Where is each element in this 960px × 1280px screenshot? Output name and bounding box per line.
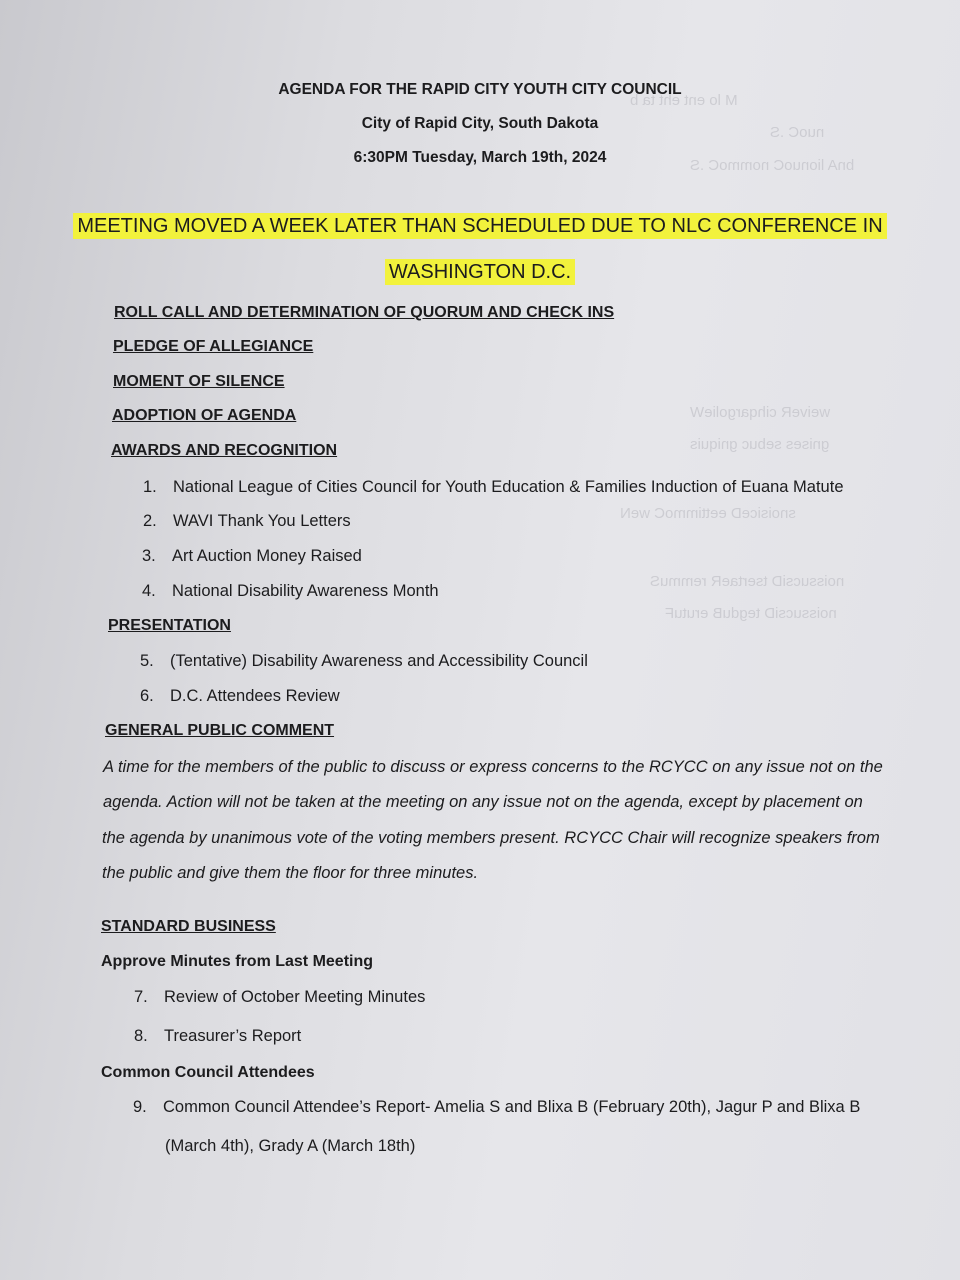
agenda-datetime: 6:30PM Tuesday, March 19th, 2024 [353,149,607,166]
bleed-through-text: bnA lionuoC nommoC .S [690,157,855,174]
agenda-city: City of Rapid City, South Dakota [361,115,599,132]
bleed-through-text: M lo ent eht ta b [630,92,738,109]
bleed-through-text: noissucsiD tegduB erutuF [665,605,837,622]
section-adoption-of-agenda: ADOPTION OF AGENDA [112,407,297,424]
section-standard-business: STANDARD BUSINESS [101,918,276,935]
public-comment-text: A time for the members of the public to discuss or express concerns to the RCYCC on any issue not on the [103,758,883,776]
agenda-title: AGENDA FOR THE RAPID CITY YOUTH CITY COUNCIL [278,81,682,98]
section-public-comment: GENERAL PUBLIC COMMENT [105,722,335,739]
agenda-item: 5. (Tentative) Disability Awareness and Accessibility Council [140,652,588,670]
agenda-item: 8. Treasurer’s Report [134,1027,302,1045]
agenda-item: 7. Review of October Meeting Minutes [134,988,426,1006]
public-comment-text: the agenda by unanimous vote of the voting members present. RCYCC Chair will recognize speakers from [102,829,880,847]
bleed-through-text: weiveR cihqargolieW [690,404,831,421]
agenda-item: 2. WAVI Thank You Letters [143,512,351,530]
agenda-item: 4. National Disability Awareness Month [142,582,439,600]
section-pledge: PLEDGE OF ALLEGIANCE [113,338,314,355]
section-moment-of-silence: MOMENT OF SILENCE [113,373,285,390]
agenda-item: 1. National League of Cities Council for Youth Education & Families Induction of Euana Matute [143,478,844,496]
bleed-through-text: gnises sebuc gniquis [690,436,830,453]
agenda-item: 6. D.C. Attendees Review [140,687,340,705]
public-comment-text: agenda. Action will not be taken at the meeting on any issue not on the agenda, except by placement on [103,793,863,811]
bleed-through-text: noissucsiD tsertaeR remmuS [650,573,845,590]
section-roll-call: ROLL CALL AND DETERMINATION OF QUORUM AND CHECK INS [114,304,615,321]
agenda-item: 3. Art Auction Money Raised [142,547,362,565]
agenda-item: 9. Common Council Attendee’s Report- Amelia S and Blixa B (February 20th), Jagur P and Blixa B [133,1098,861,1116]
public-comment-text: the public and give them the floor for three minutes. [102,864,479,882]
meeting-notice-line1: MEETING MOVED A WEEK LATER THAN SCHEDULED DUE TO NLC CONFERENCE IN [0,215,960,238]
subsection-approve-minutes: Approve Minutes from Last Meeting [101,953,374,970]
bleed-through-text: nuoC .S [770,124,825,141]
section-awards: AWARDS AND RECOGNITION [111,442,338,459]
meeting-notice-line2: WASHINGTON D.C. [0,261,960,284]
agenda-item-continuation: (March 4th), Grady A (March 18th) [165,1137,416,1155]
section-presentation: PRESENTATION [108,617,231,634]
bleed-through-text: snoisiceD eettimmoC weN [620,505,796,522]
subsection-common-council: Common Council Attendees [101,1064,315,1081]
